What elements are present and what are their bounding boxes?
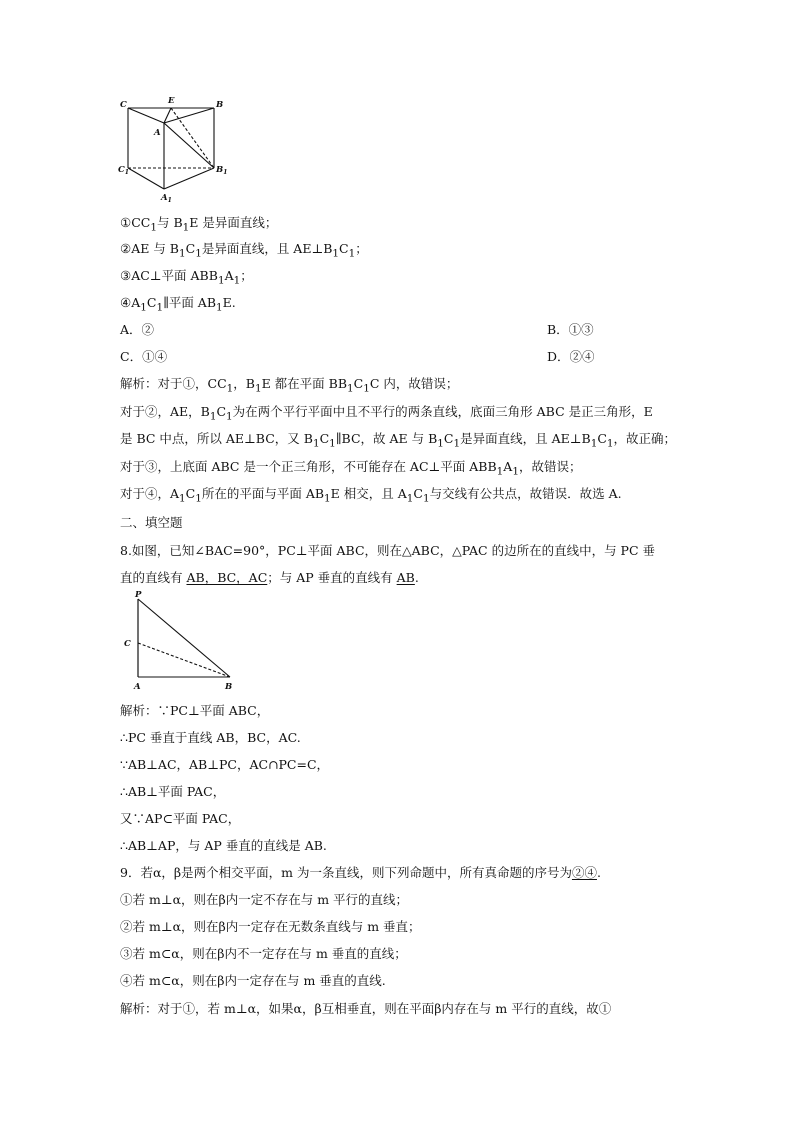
q8-text-2: 直的直线有 AB，BC，AC；与 AP 垂直的直线有 AB. bbox=[120, 570, 419, 585]
label-A: A bbox=[134, 682, 141, 692]
q8-analysis-3: ∵AB⊥AC，AB⊥PC，AC∩PC=C， bbox=[120, 757, 330, 772]
section-title: 二、填空题 bbox=[120, 515, 183, 530]
q9-text: 9．若α，β是两个相交平面，m 为一条直线，则下列命题中，所有真命题的序号为②④. bbox=[120, 865, 601, 880]
label-C: C bbox=[124, 639, 131, 649]
option-a: A．② bbox=[120, 322, 155, 337]
q9-item-4: ④若 m⊂α，则在β内一定存在与 m 垂直的直线. bbox=[120, 973, 386, 988]
edge-ca bbox=[128, 108, 164, 123]
q7-analysis-3: 是 BC 中点，所以 AE⊥BC，又 $B_1C_1\parallel BC$，故 AE 与 $B_1C_1$是异面直线，且 $AE\perp B_1C_1$，故正确； bbox=[120, 431, 677, 450]
q7-statement-1: $①CC_1$与 $B_1E$ 是异面直线； bbox=[120, 215, 278, 234]
q7-statement-2: ②AE 与 $B_1C_1$是异面直线，且 $AE\perp B_1C_1$； bbox=[120, 241, 368, 260]
q9-analysis: 解析：对于①，若 m⊥α，如果α，β互相垂直，则在平面β内存在与 m 平行的直线，故① bbox=[120, 1001, 612, 1016]
edge-a1b1 bbox=[164, 168, 214, 189]
q7-analysis-2: 对于②，AE，$B_1C_1$为在两个平行平面中且不平行的两条直线，底面三角形 ABC 是正三角形，E bbox=[120, 404, 653, 423]
label-A: A bbox=[154, 128, 161, 138]
q8-analysis-5: 又∵AP⊂平面 PAC， bbox=[120, 811, 241, 826]
label-C: C bbox=[120, 100, 127, 110]
label-A1: $A_1$ bbox=[161, 193, 172, 204]
label-B1: $B_1$ bbox=[216, 165, 228, 176]
option-b: B．①③ bbox=[547, 322, 594, 337]
edge-ab bbox=[164, 108, 214, 123]
q8-answer-2: AB bbox=[396, 570, 415, 585]
edge-cb-hidden bbox=[138, 643, 230, 677]
prism-figure bbox=[112, 90, 242, 206]
q8-analysis-6: ∴AB⊥AP，与 AP 垂直的直线是 AB. bbox=[120, 838, 327, 853]
q7-analysis-5: 对于④，$A_1C_1$所在的平面与平面 $AB_1E$ 相交，且 $A_1C_1$与交线有公共点，故错误．故选 A. bbox=[120, 486, 622, 505]
q9-answer: ②④ bbox=[571, 865, 597, 880]
edge-ab1 bbox=[164, 123, 214, 168]
q7-analysis-4: 对于③，上底面 ABC 是一个正三角形，不可能存在 AC⊥平面 $ABB_1A_1$，故错误； bbox=[120, 459, 582, 478]
q7-analysis-1: 解析：对于①，$CC_1$，$B_1E$ 都在平面 $BB_1C_1C$ 内，故错误； bbox=[120, 376, 459, 395]
option-c: C．①④ bbox=[120, 349, 168, 364]
tetrahedron-figure bbox=[118, 591, 242, 693]
label-C1: $C_1$ bbox=[118, 165, 129, 176]
q7-options-row-2 bbox=[120, 348, 720, 365]
edge-pb bbox=[138, 599, 230, 677]
q8-analysis-1: 解析：∵PC⊥平面 ABC， bbox=[120, 703, 270, 718]
q7-statement-4: $④A_1C_1\parallel$平面 $AB_1E$. bbox=[120, 295, 236, 314]
q7-options-row-1 bbox=[120, 321, 720, 338]
label-B: B bbox=[216, 100, 224, 110]
label-P: P bbox=[135, 591, 142, 600]
edge-eb1-hidden bbox=[171, 108, 214, 168]
q7-statement-3: ③AC⊥平面 $ABB_1A_1$； bbox=[120, 268, 253, 287]
q8-analysis-2: ∴PC 垂直于直线 AB，BC，AC. bbox=[120, 730, 301, 745]
option-d: D．②④ bbox=[547, 349, 595, 364]
label-B: B bbox=[225, 682, 233, 692]
edge-c1a1 bbox=[128, 168, 164, 189]
label-E: E bbox=[168, 96, 175, 106]
q8-answer-1: AB，BC，AC bbox=[186, 570, 268, 585]
q8-text-1: 8.如图，已知∠BAC=90°，PC⊥平面 ABC，则在△ABC，△PAC 的边所在的直线中，与 PC 垂 bbox=[120, 543, 656, 558]
q9-item-3: ③若 m⊂α，则在β内不一定存在与 m 垂直的直线； bbox=[120, 946, 407, 961]
q9-item-2: ②若 m⊥α，则在β内一定存在无数条直线与 m 垂直； bbox=[120, 919, 421, 934]
q9-item-1: ①若 m⊥α，则在β内一定不存在与 m 平行的直线； bbox=[120, 892, 409, 907]
q8-analysis-4: ∴AB⊥平面 PAC， bbox=[120, 784, 226, 799]
